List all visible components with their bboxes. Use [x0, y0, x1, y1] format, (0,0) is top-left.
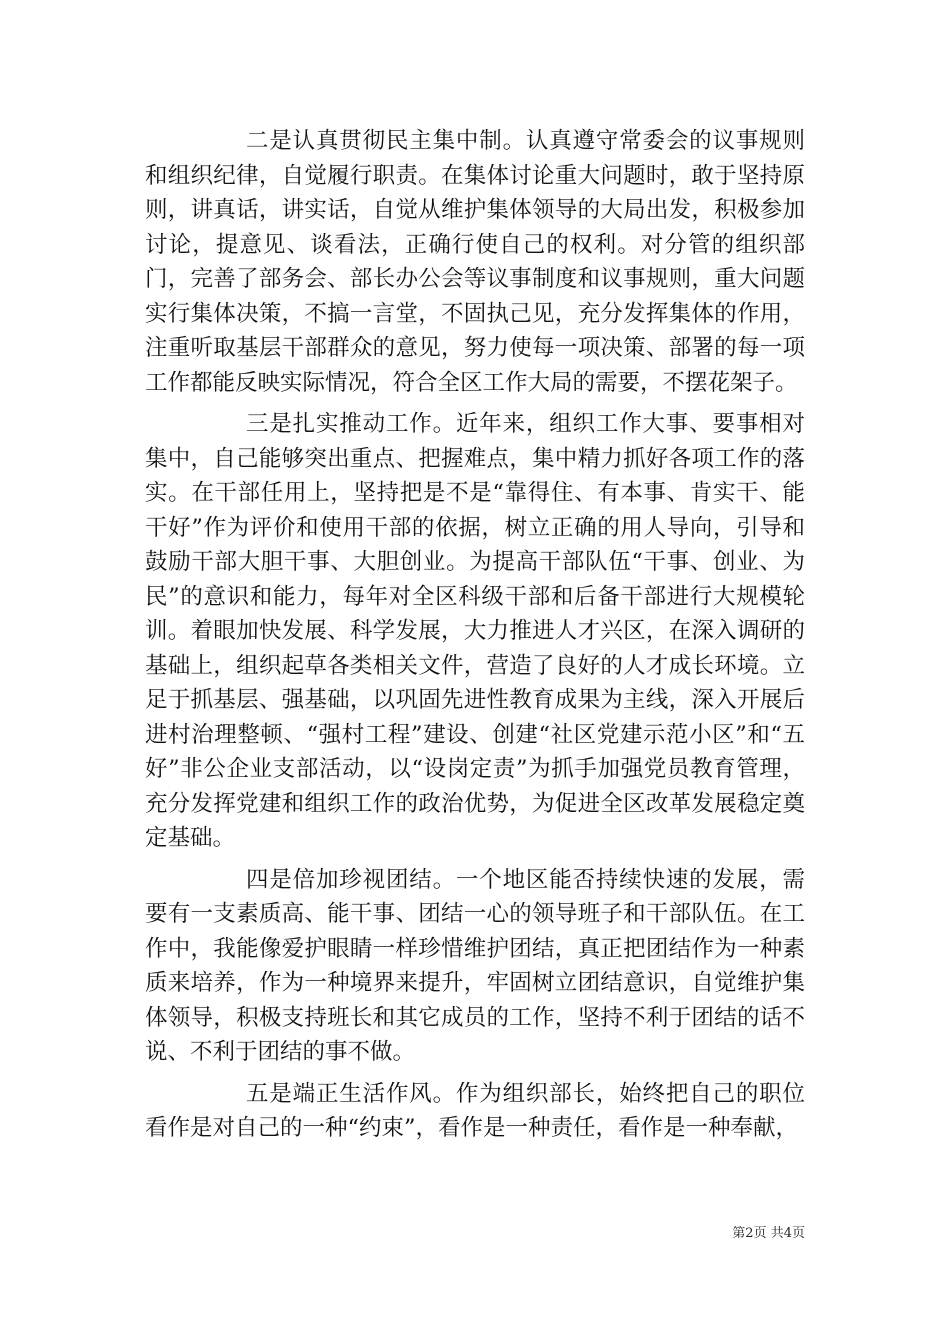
page-number-footer [640, 1226, 805, 1242]
footer-prefix: 第 [732, 1226, 746, 1241]
footer-suffix: 页 [791, 1226, 805, 1241]
footer-middle: 页 共 [753, 1226, 784, 1241]
body-text [145, 124, 805, 1146]
paragraph-life-style: 五是端正生活作风。作为组织部长，始终把自己的职位看作是对自己的一种“约束”，看作是一种责任，看作是一种奉献， [145, 1080, 805, 1141]
current-page-number: 2 [745, 1226, 754, 1241]
paragraph-promote-work: 三是扎实推动工作。近年来，组织工作大事、要事相对集中，自己能够突出重点、把握难点，集中精力抓好各项工作的落实。在干部任用上，坚持把是不是“靠得住、有本事、肯实干、能干好”作为评价和使用干部的依据，树立正确的用人导向，引导和鼓励干部大胆干事、大胆创业。为提高干部队伍“干事、创业、为民”的意识和能力，每年对全区科级干部和后备干部进行大规模轮训。着眼加快发展、科学发展，大力推进人才兴区，在深入调研的基础上，组织起草各类相关文件，营造了良好的人才成长环境。立足于抓基层、强基础，以巩固先进性教育成果为主线，深入开展后进村治理整顿、“强村工程”建设、创建“社区党建示范小区”和“五好”非公企业支部活动，以“设岗定责”为抓手加强党员教育管理，充分发挥党建和组织工作的政治优势，为促进全区改革发展稳定奠定基础。 [145, 411, 805, 851]
paragraph-democratic-centralism: 二是认真贯彻民主集中制。认真遵守常委会的议事规则和组织纪律，自觉履行职责。在集体讨论重大问题时，敢于坚持原则，讲真话，讲实话，自觉从维护集体领导的大局出发，积极参加讨论，提意见、谈看法，正确行使自己的权利。对分管的组织部门，完善了部务会、部长办公会等议事制度和议事规则，重大问题实行集体决策，不搞一言堂，不固执己见，充分发挥集体的作用，注重听取基层干部群众的意见，努力使每一项决策、部署的每一项工作都能反映实际情况，符合全区工作大局的需要，不摆花架子。 [145, 128, 805, 396]
total-page-count: 4 [783, 1226, 792, 1241]
paragraph-value-unity: 四是倍加珍视团结。一个地区能否持续快速的发展，需要有一支素质高、能干事、团结一心的领导班子和干部队伍。在工作中，我能像爱护眼睛一样珍惜维护团结，真正把团结作为一种素质来培养，作为一种境界来提升，牢固树立团结意识，自觉维护集体领导，积极支持班长和其它成员的工作，坚持不利于团结的话不说、不利于团结的事不做。 [145, 866, 805, 1065]
